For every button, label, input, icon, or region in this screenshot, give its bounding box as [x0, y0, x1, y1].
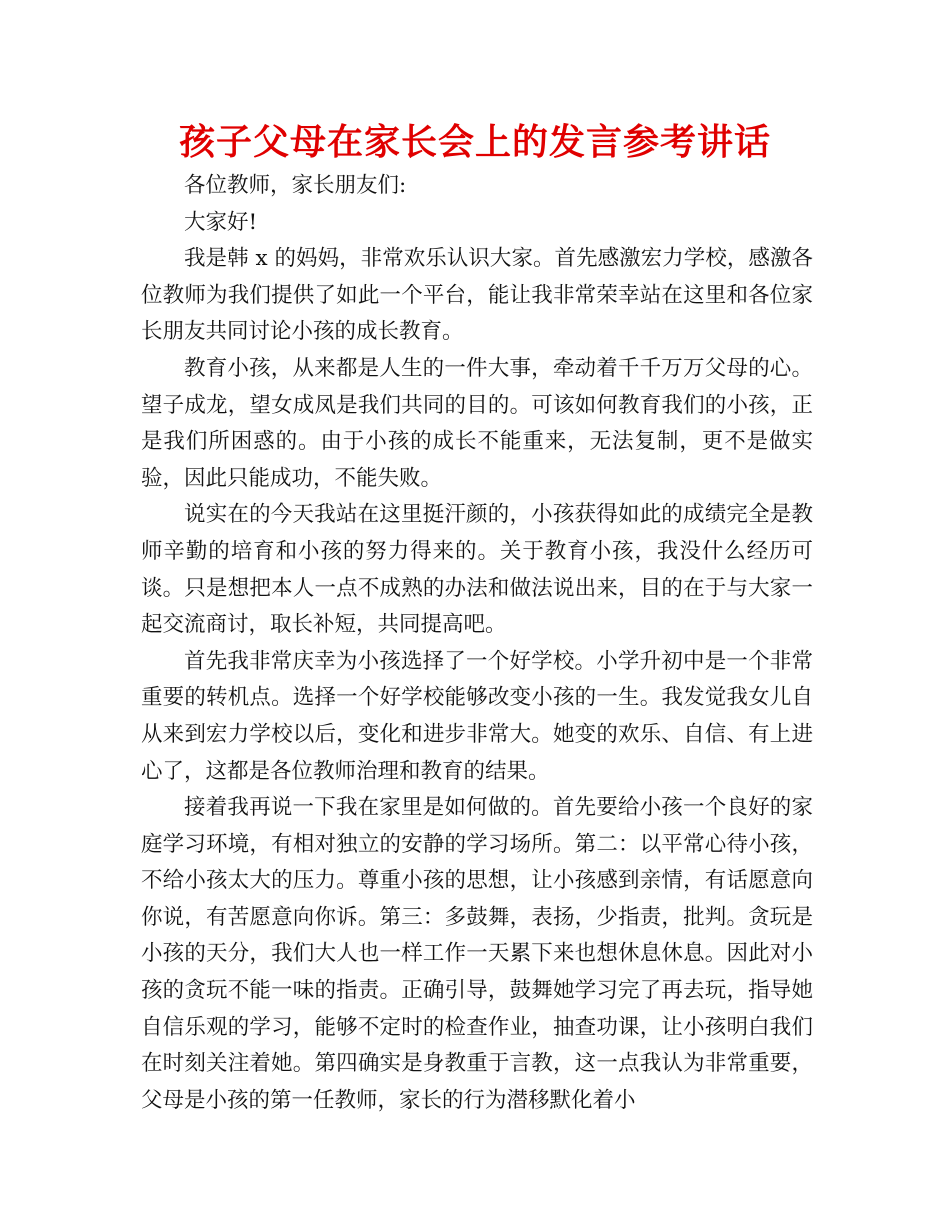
home-method-paragraph: 接着我再说一下我在家里是如何做的。首先要给小孩一个良好的家庭学习环境，有相对独立的安静的学习场所。第二：以平常心待小孩，不给小孩太大的压力。尊重小孩的思想，让小孩感到亲情，有话愿意向你说，有苦愿意向你诉。第三：多鼓舞，表扬，少指责，批判。贪玩是小孩的天分，我们大人也一样工作一天累下来也想休息休息。因此对小孩的贪玩不能一味的指责。正确引导，鼓舞她学习完了再去玩，指导她自信乐观的学习，能够不定时的检查作业，抽查功课，让小孩明白我们在时刻关注着她。第四确实是身教重于言教，这一点我认为非常重要，父母是小孩的第一任教师，家长的行为潜移默化着小 [141, 795, 813, 1113]
greeting-paragraph: 各位教师，家长朋友们: [184, 173, 407, 198]
document-body [141, 168, 813, 1119]
humility-paragraph: 说实在的今天我站在这里挺汗颜的，小孩获得如此的成绩完全是教师辛勤的培育和小孩的努力得来的。关于教育小孩，我没什么经历可谈。只是想把本人一点不成熟的办法和做法说出来，目的在于与大家一起交流商讨，取长补短，共同提高吧。 [141, 502, 813, 638]
intro-paragraph: 我是韩 x 的妈妈，非常欢乐认识大家。首先感激宏力学校，感激各位教师为我们提供了如此一个平台，能让我非常荣幸站在这里和各位家长朋友共同讨论小孩的成长教育。 [141, 246, 813, 345]
school-paragraph: 首先我非常庆幸为小孩选择了一个好学校。小学升初中是一个非常重要的转机点。选择一个好学校能够改变小孩的一生。我发觉我女儿自从来到宏力学校以后，变化和进步非常大。她变的欢乐、自信、有上进心了，这都是各位教师治理和教育的结果。 [141, 648, 813, 784]
hello-paragraph: 大家好! [184, 209, 258, 235]
document-title: 孩子父母在家长会上的发言参考讲话 [178, 122, 771, 163]
education-paragraph: 教育小孩，从来都是人生的一件大事，牵动着千千万万父母的心。望子成龙，望女成凤是我们共同的目的。可该如何教育我们的小孩，正是我们所困惑的。由于小孩的成长不能重来，无法复制，更不是做实验，因此只能成功，不能失败。 [141, 355, 813, 491]
